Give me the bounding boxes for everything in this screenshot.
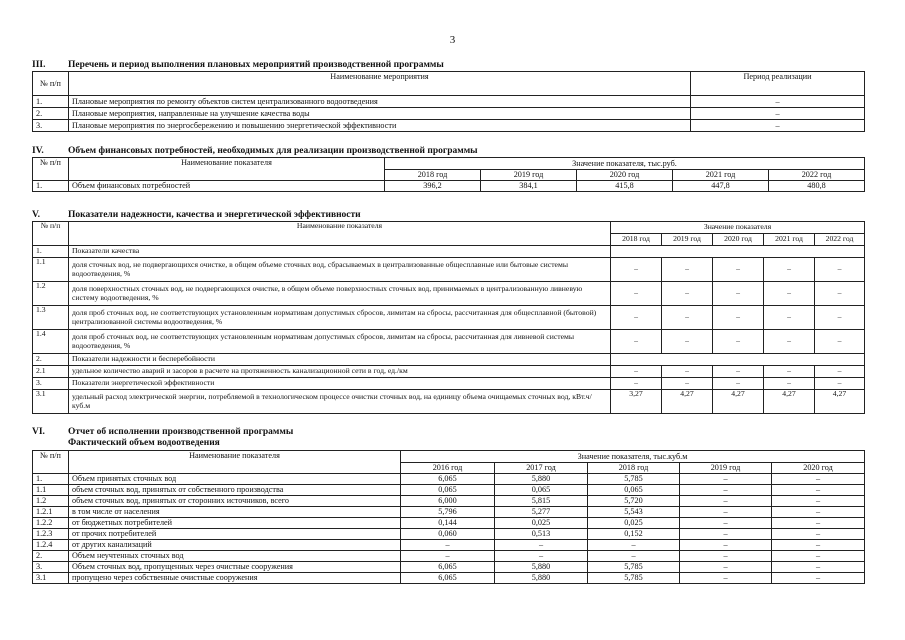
value-cell: 0,065 xyxy=(588,485,680,496)
table-row xyxy=(33,108,865,120)
row-name: объем сточных вод, принятых от сторонних источников, всего xyxy=(69,496,401,507)
section-6-subtitle: Фактический объем водоотведения xyxy=(68,438,220,448)
section-3-title: Перечень и период выполнения плановых мероприятий производственной программы xyxy=(68,60,444,70)
row-period: – xyxy=(691,96,865,108)
row-num: 1. xyxy=(33,96,69,108)
row-name: Плановые мероприятия по ремонту объектов систем централизованного водоотведения xyxy=(69,96,691,108)
value-cell: 5,880 xyxy=(495,474,588,485)
value-cell: 0,513 xyxy=(495,529,588,540)
value-cell: – xyxy=(495,551,588,562)
value-cell: 5,880 xyxy=(495,562,588,573)
year-label: 2019 год xyxy=(680,463,772,474)
table-row xyxy=(33,507,865,518)
table-row xyxy=(33,258,865,282)
value-cell: 4,27 xyxy=(815,390,865,414)
table-row xyxy=(33,496,865,507)
value-cell: – xyxy=(401,540,495,551)
section-5-title: Показатели надежности, качества и энергетической эффективности xyxy=(68,210,361,220)
section-4-heading xyxy=(32,146,478,156)
table-row xyxy=(33,330,865,354)
value-cell: – xyxy=(680,540,772,551)
value-cell: – xyxy=(680,551,772,562)
row-num: 2. xyxy=(33,108,69,120)
table-planned-measures xyxy=(32,71,865,132)
year-label: 2016 год xyxy=(401,463,495,474)
row-name: доля проб сточных вод, не соответствующих установленным нормативам допустимых сбросов, лимитам на сбросы, рассчитанная для ливневой системы водоотведения, % xyxy=(69,330,611,354)
table-row xyxy=(33,181,865,192)
row-name: Объем принятых сточных вод xyxy=(69,474,401,485)
value-cell: 4,27 xyxy=(713,390,764,414)
value-cell: – xyxy=(680,518,772,529)
value-cell: – xyxy=(611,306,662,330)
value-cell: 5,880 xyxy=(495,573,588,584)
value-cell: – xyxy=(815,258,865,282)
row-num: 1.4 xyxy=(33,330,69,354)
year-label: 2022 год xyxy=(769,170,865,181)
table-header-row xyxy=(33,158,865,170)
year-label: 2021 год xyxy=(764,234,815,246)
row-num: 1.3 xyxy=(33,306,69,330)
section-5-heading xyxy=(32,210,361,220)
section-3-heading xyxy=(32,60,444,70)
table-row xyxy=(33,378,865,390)
value-cell: 0,144 xyxy=(401,518,495,529)
table-row xyxy=(33,573,865,584)
value-cell: 5,543 xyxy=(588,507,680,518)
value-cell: – xyxy=(764,366,815,378)
header-num: № п/п xyxy=(33,158,69,181)
value-cell: 0,060 xyxy=(401,529,495,540)
table-financial-needs xyxy=(32,157,865,192)
value-cell: – xyxy=(713,306,764,330)
value-cell: – xyxy=(772,507,865,518)
value-cell: – xyxy=(772,562,865,573)
value-cell-empty xyxy=(611,246,865,258)
value-cell: – xyxy=(764,306,815,330)
header-num: № п/п xyxy=(33,222,69,246)
row-name: Показатели надежности и бесперебойности xyxy=(69,354,611,366)
row-name: доля проб сточных вод, не соответствующих установленным нормативам допустимых сбросов, лимитам на сбросы, рассчитанная для общесплавной (бытовой) централизованной системы водоотведения, % xyxy=(69,306,611,330)
value-cell: – xyxy=(611,282,662,306)
row-num: 3.1 xyxy=(33,573,69,584)
table-row xyxy=(33,485,865,496)
row-name: от других канализаций xyxy=(69,540,401,551)
value-cell: 5,785 xyxy=(588,474,680,485)
table-row xyxy=(33,354,865,366)
value-cell: – xyxy=(713,378,764,390)
value-cell: – xyxy=(815,306,865,330)
row-num: 1.2 xyxy=(33,496,69,507)
row-num: 1. xyxy=(33,246,69,258)
header-name: Наименование показателя xyxy=(69,451,401,474)
table-header-row xyxy=(33,451,865,463)
value-cell: – xyxy=(772,551,865,562)
table-header-row xyxy=(33,222,865,234)
value-cell: – xyxy=(680,573,772,584)
value-cell: – xyxy=(713,366,764,378)
value-cell: – xyxy=(611,366,662,378)
row-num: 3. xyxy=(33,562,69,573)
value-cell: – xyxy=(662,282,713,306)
row-name: Показатели качества xyxy=(69,246,611,258)
value-cell: – xyxy=(772,518,865,529)
row-num: 2. xyxy=(33,354,69,366)
value-cell: – xyxy=(772,540,865,551)
value-cell: – xyxy=(680,562,772,573)
value-cell: – xyxy=(662,258,713,282)
value-cell: 3,27 xyxy=(611,390,662,414)
value-cell: – xyxy=(815,330,865,354)
year-label: 2020 год xyxy=(577,170,673,181)
year-label: 2020 год xyxy=(772,463,865,474)
row-name: объем сточных вод, принятых от собственного производства xyxy=(69,485,401,496)
header-num: № п/п xyxy=(33,72,69,96)
value-cell: 5,785 xyxy=(588,573,680,584)
row-period: – xyxy=(691,108,865,120)
value-cell: 4,27 xyxy=(764,390,815,414)
row-num: 1. xyxy=(33,181,69,192)
value-cell: – xyxy=(772,573,865,584)
value-cell: – xyxy=(611,258,662,282)
year-label: 2018 год xyxy=(611,234,662,246)
section-6-heading xyxy=(32,427,293,437)
value-cell: 4,27 xyxy=(662,390,713,414)
value-cell: – xyxy=(815,282,865,306)
value-cell: – xyxy=(680,474,772,485)
row-num: 3.1 xyxy=(33,390,69,414)
row-num: 2. xyxy=(33,551,69,562)
value-cell: – xyxy=(815,378,865,390)
row-name: Объем неучтенных сточных вод xyxy=(69,551,401,562)
value-cell: – xyxy=(772,529,865,540)
value-cell: – xyxy=(588,551,680,562)
row-name: Плановые мероприятия, направленные на улучшение качества воды xyxy=(69,108,691,120)
row-name: Объем сточных вод, пропущенных через очистные сооружения xyxy=(69,562,401,573)
section-4-number: IV. xyxy=(32,146,44,156)
value-cell: – xyxy=(764,330,815,354)
value-cell: – xyxy=(662,330,713,354)
value-cell: – xyxy=(680,485,772,496)
year-label: 2018 год xyxy=(588,463,680,474)
row-name: удельное количество аварий и засоров в расчете на протяженность канализационной сети в год, ед./км xyxy=(69,366,611,378)
table-header-row xyxy=(33,72,865,96)
value-cell: 5,277 xyxy=(495,507,588,518)
row-name: в том числе от населения xyxy=(69,507,401,518)
header-name: Наименование показателя xyxy=(69,158,385,181)
value-cell: 5,785 xyxy=(588,562,680,573)
value-cell: – xyxy=(680,529,772,540)
value-cell: – xyxy=(611,378,662,390)
table-reliability-indicators xyxy=(32,221,865,414)
value-cell: 0,065 xyxy=(401,485,495,496)
year-label: 2019 год xyxy=(481,170,577,181)
row-name: от прочих потребителей xyxy=(69,529,401,540)
value-cell: 6,065 xyxy=(401,562,495,573)
value-cell: – xyxy=(662,366,713,378)
row-period: – xyxy=(691,120,865,132)
table-row xyxy=(33,529,865,540)
year-label: 2017 год xyxy=(495,463,588,474)
value-cell: – xyxy=(662,378,713,390)
value-cell: – xyxy=(680,507,772,518)
value-cell: – xyxy=(772,474,865,485)
value-cell: 6,065 xyxy=(401,573,495,584)
value-cell: 0,152 xyxy=(588,529,680,540)
value-cell: – xyxy=(611,330,662,354)
page-number: 3 xyxy=(449,34,456,46)
table-row xyxy=(33,246,865,258)
value-cell: – xyxy=(764,282,815,306)
table-row xyxy=(33,120,865,132)
table-row xyxy=(33,366,865,378)
value-cell: – xyxy=(680,496,772,507)
row-num: 1.2.4 xyxy=(33,540,69,551)
value-cell: 415,8 xyxy=(577,181,673,192)
value-cell: 6,065 xyxy=(401,474,495,485)
value-cell: – xyxy=(713,330,764,354)
year-label: 2022 год xyxy=(815,234,865,246)
row-num: 1.2.3 xyxy=(33,529,69,540)
year-label: 2020 год xyxy=(713,234,764,246)
value-cell: 0,025 xyxy=(495,518,588,529)
value-cell: 0,065 xyxy=(495,485,588,496)
year-label: 2018 год xyxy=(385,170,481,181)
header-num: № п/п xyxy=(33,451,69,474)
row-name: удельный расход электрической энергии, потребляемой в технологическом процессе очистки сточных вод, на единицу объема очищаемых сточных вод, кВт.ч/куб.м xyxy=(69,390,611,414)
row-name: от бюджетных потребителей xyxy=(69,518,401,529)
row-name: Объем финансовых потребностей xyxy=(69,181,385,192)
value-cell: – xyxy=(772,496,865,507)
value-cell-empty xyxy=(611,354,865,366)
row-name: Плановые мероприятия по энергосбережению и повышению энергетической эффективности xyxy=(69,120,691,132)
section-6-title: Отчет об исполнении производственной программы xyxy=(68,427,294,437)
value-cell: 5,796 xyxy=(401,507,495,518)
row-num: 1.1 xyxy=(33,258,69,282)
value-cell: – xyxy=(713,282,764,306)
row-num: 3. xyxy=(33,378,69,390)
value-cell: 384,1 xyxy=(481,181,577,192)
row-num: 3. xyxy=(33,120,69,132)
row-num: 1.2.1 xyxy=(33,507,69,518)
row-name: пропущено через собственные очистные сооружения xyxy=(69,573,401,584)
row-name: доля поверхностных сточных вод, не подвергающихся очистке, в общем объеме поверхностных сточных вод, принимаемых в централизованную ливневую систему водоотведения, % xyxy=(69,282,611,306)
value-cell: 0,025 xyxy=(588,518,680,529)
row-num: 1.1 xyxy=(33,485,69,496)
row-num: 1.2 xyxy=(33,282,69,306)
value-cell: – xyxy=(713,258,764,282)
row-name: доля сточных вод, не подвергающихся очистке, в общем объеме сточных вод, сбрасываемых в централизованные общесплавные или бытовые системы водоотведения, % xyxy=(69,258,611,282)
table-row xyxy=(33,390,865,414)
year-label: 2019 год xyxy=(662,234,713,246)
header-value: Значение показателя, тыс.куб.м xyxy=(401,451,865,463)
table-row xyxy=(33,518,865,529)
section-5-number: V. xyxy=(32,210,41,220)
value-cell: – xyxy=(401,551,495,562)
table-row xyxy=(33,282,865,306)
section-3-number: III. xyxy=(32,60,46,70)
table-row xyxy=(33,540,865,551)
header-name: Наименование мероприятия xyxy=(69,72,691,96)
section-6-number: VI. xyxy=(32,427,45,437)
value-cell: – xyxy=(764,258,815,282)
value-cell: 480,8 xyxy=(769,181,865,192)
table-row xyxy=(33,306,865,330)
value-cell: 5,815 xyxy=(495,496,588,507)
table-row xyxy=(33,551,865,562)
table-row xyxy=(33,562,865,573)
value-cell: 6,000 xyxy=(401,496,495,507)
value-cell: 396,2 xyxy=(385,181,481,192)
value-cell: – xyxy=(495,540,588,551)
value-cell: – xyxy=(662,306,713,330)
row-num: 1. xyxy=(33,474,69,485)
row-name: Показатели энергетической эффективности xyxy=(69,378,611,390)
header-period: Период реализации xyxy=(691,72,865,96)
table-row xyxy=(33,474,865,485)
value-cell: – xyxy=(588,540,680,551)
value-cell: – xyxy=(764,378,815,390)
table-row xyxy=(33,96,865,108)
value-cell: 5,720 xyxy=(588,496,680,507)
table-actual-disposal-volume xyxy=(32,450,865,584)
header-value: Значение показателя xyxy=(611,222,865,234)
header-value: Значение показателя, тыс.руб. xyxy=(385,158,865,170)
header-name: Наименование показателя xyxy=(69,222,611,246)
row-num: 1.2.2 xyxy=(33,518,69,529)
section-4-title: Объем финансовых потребностей, необходимых для реализации производственной программы xyxy=(68,146,478,156)
row-num: 2.1 xyxy=(33,366,69,378)
year-label: 2021 год xyxy=(673,170,769,181)
value-cell: – xyxy=(772,485,865,496)
value-cell: 447,8 xyxy=(673,181,769,192)
value-cell: – xyxy=(815,366,865,378)
